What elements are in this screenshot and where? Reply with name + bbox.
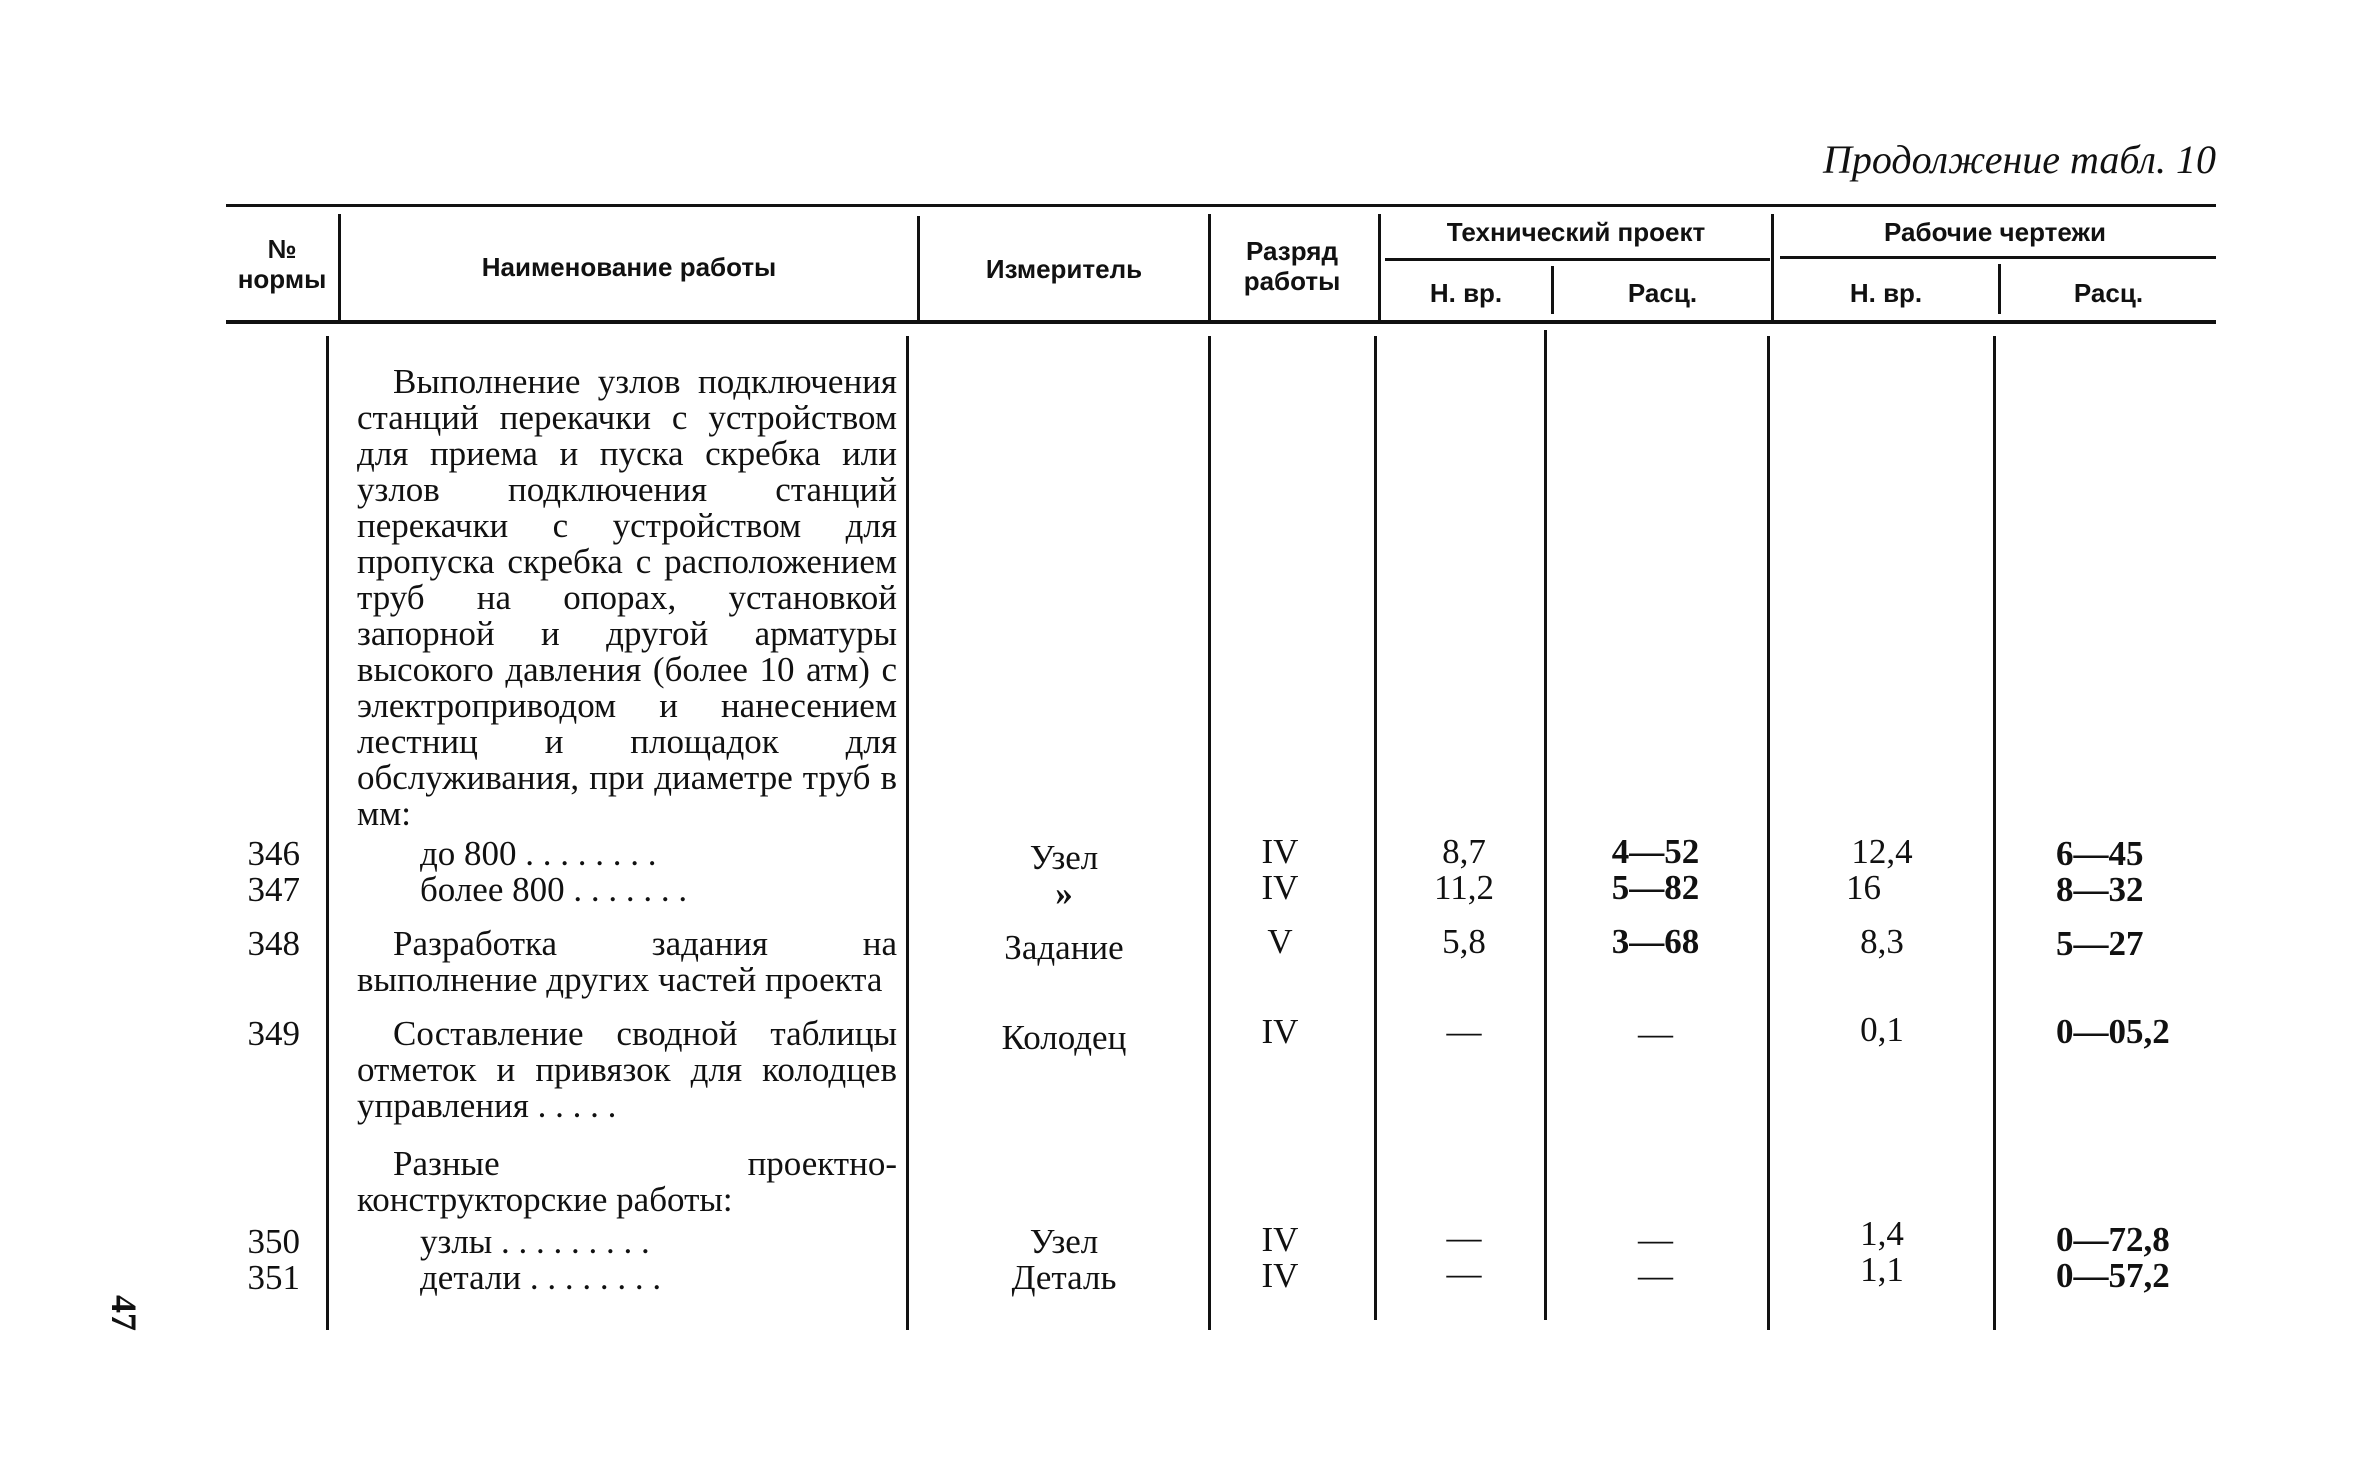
tech-subheader-rule	[1385, 258, 1770, 261]
row-work-rasc: 8—32	[2056, 870, 2144, 909]
header-no: № нормы	[237, 234, 327, 294]
row-tech-rasc: 4—52	[1611, 832, 1700, 871]
row-work-hvr: 12,4	[1851, 832, 1913, 871]
row-work-hvr: 8,3	[1860, 922, 1904, 961]
header-work-rasc: Расц.	[2073, 278, 2144, 308]
page-number: 47	[104, 1295, 144, 1331]
row-tech-hvr: —	[1446, 1254, 1482, 1293]
header-bottom-rule	[226, 320, 2216, 324]
row-tech-rasc: —	[1638, 1220, 1673, 1259]
row-name	[357, 1016, 897, 1124]
row-tech-hvr: 5,8	[1442, 922, 1486, 961]
row-tech-hvr: —	[1446, 1218, 1482, 1257]
body-divider-grade	[1374, 336, 1377, 1320]
row-unit: Задание	[1004, 928, 1124, 967]
row-tech-rasc: —	[1638, 1014, 1673, 1053]
row-no: 347	[247, 870, 300, 909]
row-no: 346	[247, 834, 300, 873]
body-divider-work-sub	[1993, 336, 1996, 1330]
row-work-rasc: 0—72,8	[2056, 1220, 2170, 1259]
row-work-hvr: 1,1	[1860, 1250, 1904, 1289]
row-unit: Колодец	[1001, 1018, 1127, 1057]
row-grade: IV	[1261, 868, 1299, 907]
header-work-hvr: Н. вр.	[1849, 278, 1923, 308]
row-tech-hvr: 8,7	[1442, 832, 1486, 871]
row-work-rasc: 0—57,2	[2056, 1256, 2170, 1295]
row-name-text: Разработка задания на выполнение других частей проекта	[357, 924, 897, 999]
body-divider-tech-sub	[1544, 330, 1547, 1320]
col-divider-unit	[1208, 214, 1211, 320]
row-name: детали . . . . . . . .	[420, 1258, 662, 1297]
group-description	[357, 364, 897, 832]
body-divider-unit	[1208, 336, 1211, 1330]
row-work-hvr: 1,4	[1860, 1214, 1904, 1253]
row-tech-rasc: 5—82	[1611, 868, 1700, 907]
row-unit: Узел	[1029, 1222, 1099, 1261]
row-unit: Узел	[1029, 838, 1099, 877]
row-name-text: Составление сводной таблицы отметок и привязок для колодцев управления . . . . .	[357, 1014, 897, 1125]
row-no: 349	[247, 1014, 300, 1053]
top-rule	[226, 204, 2216, 207]
row-name: узлы . . . . . . . . .	[420, 1222, 650, 1261]
row-no: 351	[247, 1258, 300, 1297]
row-unit: »	[1055, 874, 1073, 913]
group-description	[357, 1146, 897, 1218]
body-divider-tech	[1767, 336, 1770, 1330]
row-no: 350	[247, 1222, 300, 1261]
row-no: 348	[247, 924, 300, 963]
header-name: Наименование работы	[481, 252, 777, 282]
row-grade: V	[1267, 922, 1293, 961]
header-unit: Измеритель	[985, 254, 1143, 284]
work-subheader-rule	[1780, 256, 2216, 259]
header-grade: Разряд работы	[1243, 236, 1341, 296]
row-grade: IV	[1261, 832, 1299, 871]
row-tech-hvr: 11,2	[1434, 868, 1494, 907]
row-grade: IV	[1261, 1220, 1299, 1259]
group-description-text: Выполнение узлов подключения станций перекачки с устройством для приема и пуска скребка или узлов подключения станций перекачки с устройством для пропуска скребка с расположением труб на опорах, установкой запорной и другой арматуры высокого давления (более 10 атм) с электроприводом и нанесением лестниц и площадок для обслуживания, при диаметре труб в мм:	[357, 362, 897, 833]
header-tech-rasc: Расц.	[1627, 278, 1698, 308]
group-description-text: Разные проектно-конструкторские работы:	[357, 1144, 897, 1219]
body-divider-no	[326, 336, 329, 1330]
row-work-rasc: 0—05,2	[2056, 1012, 2170, 1051]
row-work-rasc: 6—45	[2056, 834, 2144, 873]
row-name: более 800 . . . . . . .	[420, 870, 688, 909]
header-tech-project: Технический проект	[1446, 217, 1706, 247]
row-work-hvr: 16	[1846, 868, 1881, 907]
row-tech-rasc: 3—68	[1611, 922, 1700, 961]
row-work-hvr: 0,1	[1860, 1010, 1904, 1049]
row-name: до 800 . . . . . . . .	[420, 834, 657, 873]
body-divider-name	[906, 336, 909, 1330]
row-tech-rasc: —	[1638, 1256, 1673, 1295]
row-unit: Деталь	[1011, 1258, 1117, 1297]
table-caption: Продолжение табл. 10	[1822, 137, 2216, 182]
header-tech-hvr: Н. вр.	[1429, 278, 1503, 308]
row-tech-hvr: —	[1446, 1012, 1482, 1051]
row-work-rasc: 5—27	[2056, 924, 2144, 963]
header-working-drawings: Рабочие чертежи	[1884, 217, 2106, 247]
row-grade: IV	[1261, 1256, 1299, 1295]
row-name	[357, 926, 897, 998]
row-grade: IV	[1261, 1012, 1299, 1051]
